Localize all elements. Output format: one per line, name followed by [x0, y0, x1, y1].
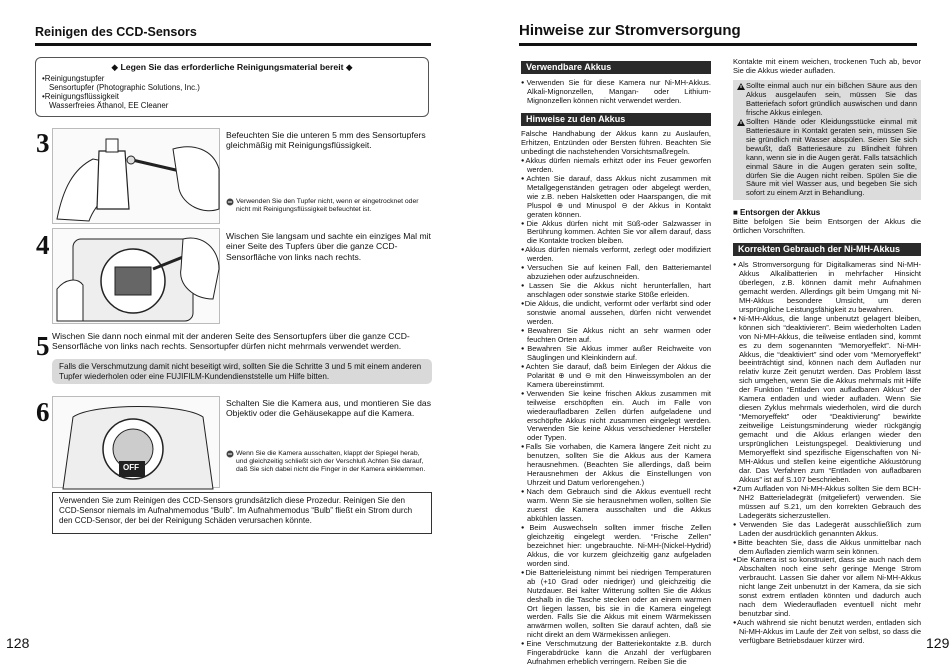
note-item: ● Verwenden Sie keine frischen Akkus zusammen mit teilweise erschöpften ein. Auch im Falle von wiederaufladbaren Zellen dürfen aufgeladene und erschöpfte Akkus nicht zusammen eingelegt werden. Verwenden Sie keine Akkus verschiedener Hersteller oder Typen.	[521, 390, 711, 444]
step-note	[226, 450, 431, 475]
dispose-text: Bitte befolgen Sie beim Entsorgen der Akkus die örtlichen Vorschriften.	[733, 217, 921, 235]
page-number: 128	[6, 635, 30, 651]
illustration-sensor-wipe	[52, 228, 220, 324]
note-item: ● Nach dem Gebrauch sind die Akkus eventuell recht warm. Wenn Sie sie herausnehmen wollen, sollten Sie zuerst die Kamera ausschalten und die Akkus abkühlen lassen.	[521, 488, 711, 524]
note-item: ● Akkus dürfen niemals erhitzt oder ins Feuer geworfen werden.	[521, 157, 711, 175]
step-text: Schalten Sie die Kamera aus, und montieren Sie das Objektiv oder die Gehäusekappe auf die Kamera.	[226, 398, 431, 419]
step-text: Wischen Sie dann noch einmal mit der anderen Seite des Sensortupfers über die ganze CCD-Sensorfläche von links nach rechts. Sensortupfer dürfen nicht mehrmals verwendet werden.	[52, 331, 410, 352]
note-item: ● Achten Sie darauf, daß beim Einlegen der Akkus die Polarität ⊕ und ⊖ mit den Hinweissymbolen an der Kamera übereinstimmt.	[521, 363, 711, 390]
step-note	[226, 198, 431, 214]
note-item: ● Bewahren Sie Akkus nicht an sehr warmen oder feuchten Orten auf.	[521, 327, 711, 345]
warning-box	[733, 80, 921, 200]
off-label: OFF	[123, 463, 139, 472]
heading-usable-batteries: Verwendbare Akkus	[521, 61, 711, 74]
step-note-text: Wenn Sie die Kamera ausschalten, klappt der Spiegel herab, und gleichzeitig schließt sich der Verschluß Achten Sie darauf, daß Sie sich dabei nicht die Finger in der Kamera einklemmen.	[236, 450, 426, 474]
heading-correct-use: Korrekten Gebrauch der Ni-MH-Akkus	[733, 243, 921, 256]
materials-heading: ◆ Legen Sie das erforderliche Reinigungsmaterial bereit ◆	[111, 62, 353, 72]
warning-text: Sollten Hände oder Kleidungsstücke einmal mit Batteriesäure in Kontakt geraten sein, müssen Sie sie gründlich mit Wasser abspülen. Seien Sie sich bewußt, daß Batteriesäure zu Blindheit führen kann, wenn sie in die Augen gerät. Falls tatsächlich einmal Säure in die Augen geraten sein sollte, dürfen Sie die Augen nicht reiben. Spülen Sie die Säure mit viel Wasser aus, und begeben Sie sich sofort zu einem Arzt in Behandlung.	[746, 116, 917, 198]
note-item: ● Achten Sie darauf, dass Akkus nicht zusammen mit Metallgegenständen getragen oder abgelegt werden, wie z.B. neben Halsketten oder Haarspangen, die mit Pluspol ⊕ und Minuspol ⊖ der Akkus in Kontakt geraten können.	[521, 175, 711, 220]
step-text: Befeuchten Sie die unteren 5 mm des Sensortupfers gleichmäßig mit Reinigungsflüssigkeit.	[226, 130, 426, 151]
correct-use-item: ● Zum Aufladen von Ni-MH-Akkus sollten Sie dem BCH-NH2 Batterieladegrät (mitgeliefert) verwenden. Sie müssen auf S.21, um den korrekten Gebrauch des Ladegeräts sicherzustellen.	[733, 485, 921, 521]
note-icon	[226, 198, 234, 206]
intro-continued: Kontakte mit einem weichen, trockenen Tuch ab, bevor Sie die Akkus wieder aufladen.	[733, 57, 921, 75]
warning-item	[737, 118, 917, 199]
warning-icon	[737, 83, 745, 90]
repeat-note-box: Falls die Verschmutzung damit nicht beseitigt wird, sollten Sie die Schritte 3 und 5 mit einem anderen Tupfer wiederholen oder eine FUJIFILM-Kundendienststelle um Hilfe bitten.	[52, 359, 432, 384]
note-item: ● Die Batterieleistung nimmt bei niedrigen Temperaturen ab (+10 Grad oder niedriger) und gleichzeitig die Nutzdauer. Bei kalter Witterung sollten Sie die Akkus deshalb in die Tasche stecken oder an einem warmen Ort liegen lassen, bis sie in die Kamera eingelegt werden. Falls Sie die Akkus mit einem Wärmekissen anwärmen wollen, sollten Sie darauf achten, daß sie nicht direkt an dem Wärmekissen anliegen.	[521, 569, 711, 641]
step-number: 6	[36, 397, 50, 427]
step-number: 3	[36, 128, 50, 158]
step-number: 4	[36, 230, 50, 260]
procedure-note-box: Verwenden Sie zum Reinigen des CCD-Sensors grundsätzlich diese Prozedur. Reinigen Sie den CCD-Sensor niemals im Aufnahmemodus “Bulb”. Im Aufnahmemodus “Bulb” fließt ein Strom durch den CCD-Sensor, der bei der Reinigung Schäden verursachen könnte.	[52, 492, 432, 534]
illustration-camera-off	[52, 396, 220, 488]
section-title: Hinweise zur Stromversorgung	[519, 22, 741, 39]
note-item: ● Lassen Sie die Akkus nicht herunterfallen, hart anschlagen oder sonstwie starke Stöße erleiden.	[521, 282, 711, 300]
material-detail: Wasserfreies Äthanol, EE Cleaner	[49, 101, 169, 111]
note-item: ● Eine Verschmutzung der Batteriekontakte z.B. durch Fingerabdrücke kann die Anzahl der verfügbaren Aufnahmen erheblich verringern. Reiben Sie die	[521, 640, 711, 667]
correct-use-item: ● Verwenden Sie das Ladegerät ausschließlich zum Laden der ausdrücklich genannten Akkus.	[733, 521, 921, 539]
title-rule	[519, 43, 917, 46]
note-item: ● Akkus dürfen niemals verformt, zerlegt oder modifiziert werden.	[521, 246, 711, 264]
correct-use-column	[733, 261, 921, 646]
battery-notes-column	[521, 130, 711, 667]
note-item: ● Die Akkus dürfen nicht mit Süß-oder Salzwasser in Berührung kommen. Achten Sie vor allem darauf, dass die Kontakte trocken bleiben.	[521, 220, 711, 247]
step-number: 5	[36, 331, 50, 361]
material-label: • Reinigungsflüssigkeit	[42, 92, 200, 101]
materials-box	[35, 57, 429, 117]
title-rule	[35, 43, 431, 46]
section-title: Reinigen des CCD-Sensors	[35, 25, 197, 39]
materials-list	[42, 74, 200, 110]
note-item: ● Beim Auswechseln sollten immer frische Zellen gleichzeitig eingelegt werden. “Frische Zellen” bezeichnet hier: ungebrauchte. Ni-MH-(Nickel-Hydrid) Akkus, die vor kurzem gleichzeitig ganz aufgeladen worden sind.	[521, 524, 711, 569]
note-icon	[226, 450, 234, 458]
correct-use-item: ● Die Kamera ist so konstruiert, dass sie auch nach dem Abschalten noch eine sehr geringe Menge Strom verbraucht. Lassen Sie daher vor allem Ni-MH-Akkus nicht lange Zeit unbenutzt in der Kamera, da sie sich sonst extrem entladen könnten und dadurch auch nach dem Wiederaufladen eventuell nicht mehr benutzbar sind.	[733, 556, 921, 619]
step-text: Wischen Sie langsam und sachte ein einziges Mal mit einer Seite des Tupfers über die ganze CCD-Sensorfläche von links nach rechts.	[226, 231, 431, 262]
note-item: ● Falls Sie vorhaben, die Kamera längere Zeit nicht zu benutzen, sollten Sie die Akkus aus der Kamera herausnehmen. (Beachten Sie allerdings, daß beim Herausnehmen der Akkus die Einstellungen von Uhrzeit und Datum verlorengehen.)	[521, 443, 711, 488]
note-item: ● Versuchen Sie auf keinen Fall, den Batteriemantel abzuziehen oder aufzuschneiden.	[521, 264, 711, 282]
left-page	[0, 0, 475, 659]
heading-battery-notes: Hinweise zu den Akkus	[521, 113, 711, 126]
right-page	[475, 0, 950, 667]
material-detail: Sensortupfer (Photographic Solutions, Inc.)	[49, 83, 200, 93]
notes-intro: Falsche Handhabung der Akkus kann zu Auslaufen, Erhitzen, Entzünden oder Bersten führen. Beachten Sie unbedingt die nachstehenden Vorsichtsmaßregeln.	[521, 129, 711, 156]
correct-use-item: ● Auch während sie nicht benutzt werden, entladen sich Ni-MH-Akkus im Laufe der Zeit von selbst, so dass die verfügbare Betriebsdauer kürzer wird.	[733, 619, 921, 646]
usable-batteries-text	[521, 79, 711, 106]
warning-item	[737, 82, 917, 118]
note-item: ● Die Akkus, die undicht, verformt oder verfärbt sind oder sonstwie anomal aussehen, dürfen nicht verwendet werden.	[521, 300, 711, 327]
page-number: 129	[926, 635, 950, 651]
warning-icon	[737, 119, 745, 126]
step-note-text: Verwenden Sie den Tupfer nicht, wenn er eingetrocknet oder nicht mit Reinigungsflüssigkeit befeuchtet ist.	[236, 198, 419, 214]
material-label: • Reinigungstupfer	[42, 74, 200, 83]
illustration-swab-moisten	[52, 128, 220, 224]
dispose-heading: ■ Entsorgen der Akkus	[733, 208, 821, 217]
correct-use-item: ● Als Stromversorgung für Digitalkameras sind Ni-MH-Akkus Alkalibatterien in mehrfacher Hinsicht überlegen, z.B. können damit mehr Aufnahmen gemacht werden. Allerdings gilt beim Umgang mit Ni-MH-Akkus besondere Umsicht, um deren ursprüngliche Leistungsfähigkeit zu bewahren.	[733, 261, 921, 315]
warning-text: Sollte einmal auch nur ein bißchen Säure aus den Akkus ausgelaufen sein, müssen Sie das Batteriefach sofort gründlich auswischen und dann frische Akkus einlegen.	[746, 81, 917, 117]
correct-use-item: ● Ni-MH-Akkus, die lange unbenutzt gelagert bleiben, können sich “deaktivieren”. Beim wiederholten Laden von Ni-MH-Akkus, die teilweise entladen sind, kommt es zu dem sogenannten “Memoryeffekt”. Ni-MH-Akkus, die “deaktiviert” sind oder vom “Memoryeffekt” beeinträchtigt sind, können nach dem Aufladen nur relativ kurze Zeit genutzt werden. Das Problem lässt sich umgehen, wenn Sie die Akkus mehrmals mit Hilfe der Funktion “Entladen von aufladbaren Akkus” der Kamera entladen und wieder aufladen. Wenn Sie diesen Zyklus mehrmals wiederholen, wird die durch “Memoryeffekt” oder “Deaktivierung” bewirkte zeitweilige Leistungsminderung wieder rückgängig gemacht und die Akkus erlangen wieder den ursprünglichen Leistungspegel. Deaktivierung und Memoryeffekt sind spezifische Eigenschaften von Ni-MH-Akkus und stellen keine eigentliche Akkustörung dar. Das Verfahren zum “Entladen von aufladbaren Akkus” ist auf S.107 beschrieben.	[733, 315, 921, 485]
correct-use-item: ● Bitte beachten Sie, dass die Akkus unmittelbar nach dem Aufladen ziemlich warm sein können.	[733, 539, 921, 557]
note-item: ● Bewahren Sie Akkus immer außer Reichweite von Säuglingen und Kleinkindern auf.	[521, 345, 711, 363]
usable-text: ● Verwenden Sie für diese Kamera nur Ni-MH-Akkus. Alkali-Mignonzellen, Mangan- oder Lithium-Mignonzellen können nicht verwendet werden.	[521, 79, 711, 106]
